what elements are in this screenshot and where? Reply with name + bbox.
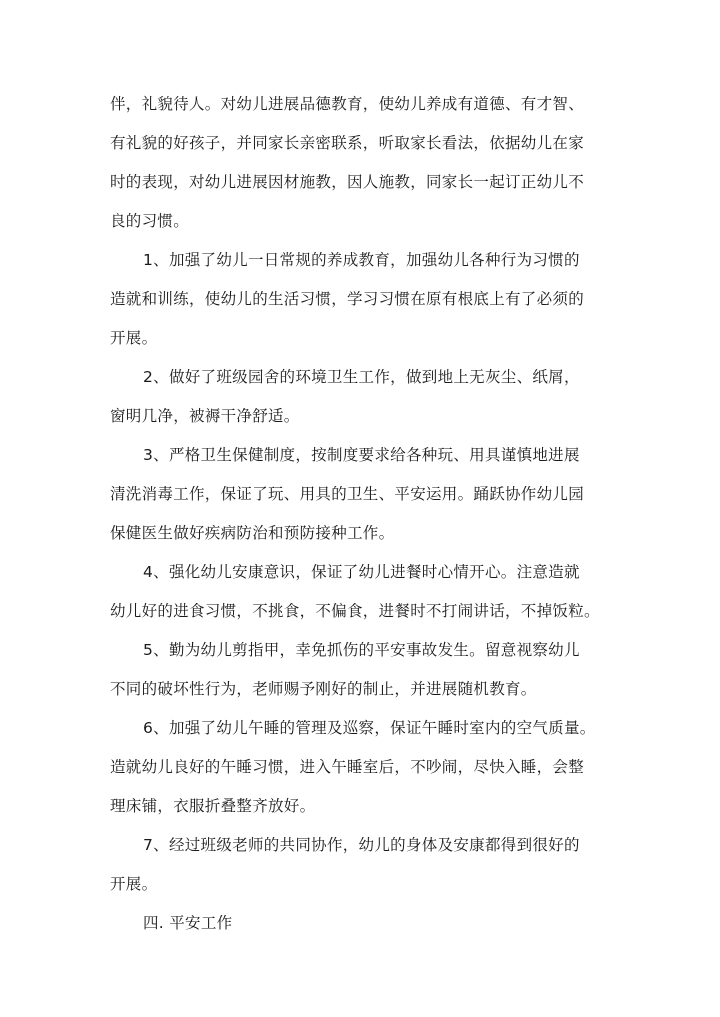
paragraph-7-first-line: 7、经过班级老师的共同协作，幼儿的身体及安康都得到很好的 (143, 836, 580, 854)
section-heading: 四. 平安工作 (143, 914, 233, 932)
text-line: 时的表现，对幼儿进展因材施教，因人施教，同家长一起订正幼儿不 (110, 173, 585, 191)
text-line: 保健医生做好疾病防治和预防接种工作。 (110, 524, 395, 542)
text-line: 伴，礼貌待人。对幼儿进展品德教育，使幼儿养成有道德、有才智、 (110, 95, 585, 113)
text-line: 造就幼儿良好的午睡习惯，进入午睡室后，不吵闹，尽快入睡，会整 (110, 758, 585, 776)
text-line: 窗明几净，被褥干净舒适。 (110, 407, 300, 425)
paragraph-2-first-line: 2、做好了班级园舍的环境卫生工作，做到地上无灰尘、纸屑， (143, 368, 580, 386)
text-line: 开展。 (110, 875, 158, 893)
paragraph-3-first-line: 3、严格卫生保健制度，按制度要求给各种玩、用具谨慎地进展 (143, 446, 580, 464)
text-line: 不同的破坏性行为，老师赐予刚好的制止，并进展随机教育。 (110, 680, 537, 698)
text-line: 理床铺，衣服折叠整齐放好。 (110, 797, 316, 815)
paragraph-4-first-line: 4、强化幼儿安康意识，保证了幼儿进餐时心情开心。注意造就 (143, 563, 580, 581)
paragraph-1-first-line: 1、加强了幼儿一日常规的养成教育，加强幼儿各种行为习惯的 (143, 251, 580, 269)
paragraph-5-first-line: 5、勤为幼儿剪指甲，幸免抓伤的平安事故发生。留意视察幼儿 (143, 641, 580, 659)
text-line: 开展。 (110, 329, 158, 347)
text-line: 有礼貌的好孩子，并同家长亲密联系，听取家长看法，依据幼儿在家 (110, 134, 585, 152)
text-line: 造就和训练，使幼儿的生活习惯，学习习惯在原有根底上有了必须的 (110, 290, 585, 308)
text-line: 清洗消毒工作，保证了玩、用具的卫生、平安运用。踊跃协作幼儿园 (110, 485, 585, 503)
paragraph-6-first-line: 6、加强了幼儿午睡的管理及巡察，保证午睡时室内的空气质量。 (143, 719, 596, 737)
text-line: 幼儿好的进食习惯，不挑食，不偏食，进餐时不打闹讲话，不掉饭粒。 (110, 602, 600, 620)
text-line: 良的习惯。 (110, 212, 190, 230)
